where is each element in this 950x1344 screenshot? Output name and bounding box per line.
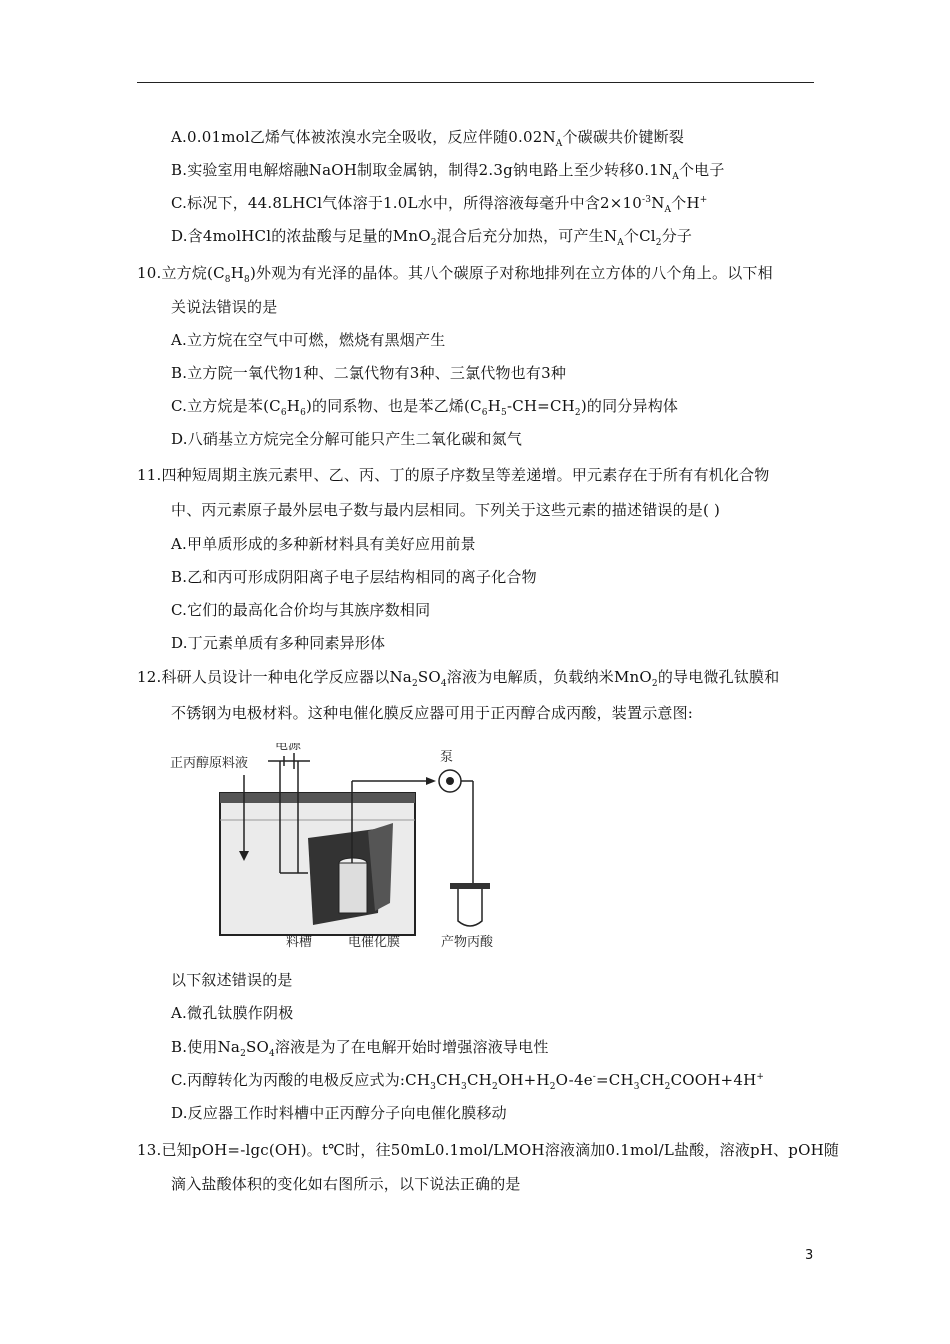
q12-option-b: B.使用$Na_2SO_4$溶液是为了在电解开始时增强溶液导电性: [171, 1038, 549, 1059]
q12-option-a: A.微孔钛膜作阴极: [171, 1004, 294, 1022]
label-raw-material: 正丙醇原料液: [170, 756, 249, 771]
q9-option-a: A.0.01mol乙烯气体被浓溴水完全吸收，反应伴随$0.02N_A$个碳碳共价键断裂: [171, 128, 685, 149]
q11-option-a: A.甲单质形成的多种新材料具有美好应用前景: [171, 535, 476, 553]
header-rule: [137, 82, 814, 83]
q11-stem-line2: 中、丙元素原子最外层电子数与最内层相同。下列关于这些元素的描述错误的是( ): [171, 501, 721, 519]
q10-option-c: C.立方烷是苯$(C_6H_6)$的同系物、也是苯乙烯$(C_6H_5-CH=CH_2)$的同分异构体: [171, 397, 679, 418]
q11-option-d: D.丁元素单质有多种同素异形体: [171, 634, 386, 652]
q9-option-d: D.含4molHCl的浓盐酸与足量的MnO$_2$混合后充分加热，可产生$N_A$个$Cl_2$分子: [171, 227, 693, 248]
pump-rotor: [446, 777, 454, 785]
label-pump: 泵: [440, 750, 454, 765]
q10-option-b: B.立方院一氧代物1种、二氯代物有3种、三氯代物也有3种: [171, 364, 567, 382]
label-product: 产物丙酸: [441, 935, 494, 948]
q9-option-c: C.标况下，44.8LHCl气体溶于1.0L水中，所得溶液每毫升中含$2\times 10^{-3}N_A$个H+: [171, 194, 708, 215]
beaker-lid: [450, 883, 490, 889]
q11-option-b: B.乙和丙可形成阴阳离子电子层结构相同的离子化合物: [171, 568, 537, 586]
label-tank: 料槽: [286, 935, 313, 948]
q9-option-b: B.实验室用电解熔融NaOH制取金属钠，制得2.3g钠电路上至少转移$0.1N_A$个电子: [171, 161, 725, 182]
q12-stem-line2: 不锈钢为电极材料。这种电催化膜反应器可用于正丙醇合成丙酸，装置示意图:: [171, 704, 694, 722]
q12-stem-line1: 12.科研人员设计一种电化学反应器以$Na_2SO_4$溶液为电解质，负载纳米MnO$_2$的导电微孔钛膜和: [137, 668, 780, 689]
q12-option-c: C.丙醇转化为丙酸的电极反应式为$:CH_3CH_3CH_2OH+H_2O-4e^-=CH_3CH_2COOH+4H^+$: [171, 1071, 765, 1092]
label-power: 电源: [275, 743, 302, 753]
label-membrane: 电催化膜: [348, 935, 401, 948]
q11-option-c: C.它们的最高化合价均与其族序数相同: [171, 601, 431, 619]
q12-option-d: D.反应器工作时料槽中正丙醇分子向电催化膜移动: [171, 1104, 507, 1122]
flow-arrow: [426, 777, 436, 785]
reactor-diagram: [168, 743, 513, 948]
q13-stem-line2: 滴入盐酸体积的变化如右图所示，以下说法正确的是: [171, 1175, 521, 1193]
tank-lid: [220, 793, 415, 803]
q10-stem-line2: 关说法错误的是: [171, 298, 278, 316]
q11-stem-line1: 11.四种短周期主族元素甲、乙、丙、丁的原子序数呈等差递增。甲元素存在于所有有机化合物: [137, 466, 770, 484]
page-number: 3: [805, 1248, 814, 1263]
q10-option-d: D.八硝基立方烷完全分解可能只产生二氧化碳和氮气: [171, 430, 523, 448]
q10-option-a: A.立方烷在空气中可燃，燃烧有黑烟产生: [171, 331, 446, 349]
q12-lead: 以下叙述错误的是: [171, 971, 293, 989]
q10-stem-line1: 10.立方烷$(C_8H_8)$外观为有光泽的晶体。其八个碳原子对称地排列在立方体的八个角上。以下相: [137, 264, 773, 285]
steel-electrode: [339, 863, 367, 913]
product-beaker: [458, 889, 482, 926]
q13-stem-line1: 13.已知pOH=-lgc(OH)。t℃时，往50mL0.1mol/LMOH溶液滴加0.1mol/L盐酸，溶液pH、pOH随: [137, 1141, 840, 1159]
